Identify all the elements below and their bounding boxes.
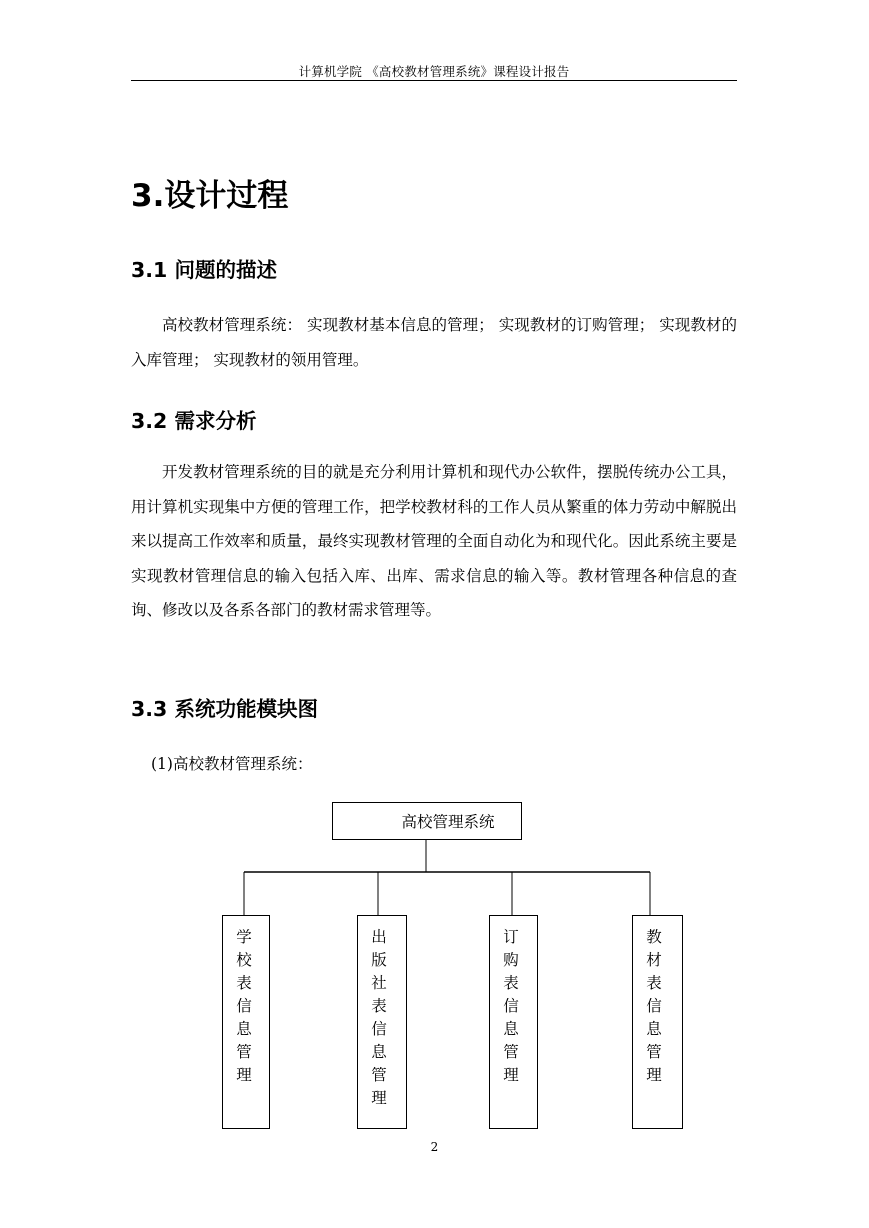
diagram-child-node-1	[222, 915, 270, 1129]
diagram-child-node-4	[632, 915, 683, 1129]
running-header: 计算机学院 《高校教材管理系统》课程设计报告	[298, 64, 570, 79]
page-number: 2	[430, 1140, 439, 1154]
diagram-child-node-3	[489, 915, 538, 1129]
section-heading-3-1: 3.1 问题的描述	[131, 258, 277, 282]
diagram-child-node-2	[357, 915, 407, 1129]
section-heading-3-2: 3.2 需求分析	[131, 409, 257, 433]
chapter-title: 3.设计过程	[131, 178, 289, 214]
section-3-2-paragraph: 开发教材管理系统的目的就是充分利用计算机和现代办公软件，摆脱传统办公工具，用计算机实现集中方便的管理工作，把学校教材科的工作人员从繁重的体力劳动中解脱出来以提高工作效率和质量，最终实现教材管理的全面自动化为和现代化。因此系统主要是实现教材管理信息的输入包括入库、出库、需求信息的输入等。教材管理各种信息的查询、修改以及各系各部门的教材需求管理等。	[131, 463, 737, 619]
section-heading-3-3: 3.3 系统功能模块图	[131, 697, 318, 721]
diagram-caption: (1)高校教材管理系统：	[151, 755, 313, 773]
diagram-child-label-1: 学校表信息管理	[236, 928, 252, 1084]
diagram-child-label-4: 教材表信息管理	[646, 928, 662, 1084]
diagram-child-label-3: 订购表信息管理	[503, 928, 519, 1084]
diagram-root-label: 高校管理系统	[401, 813, 495, 831]
diagram-root-node	[332, 802, 522, 840]
section-3-1-paragraph: 高校教材管理系统： 实现教材基本信息的管理； 实现教材的订购管理； 实现教材的入库管理； 实现教材的领用管理。	[131, 316, 737, 369]
diagram-child-label-2: 出版社表信息管理	[371, 928, 387, 1107]
